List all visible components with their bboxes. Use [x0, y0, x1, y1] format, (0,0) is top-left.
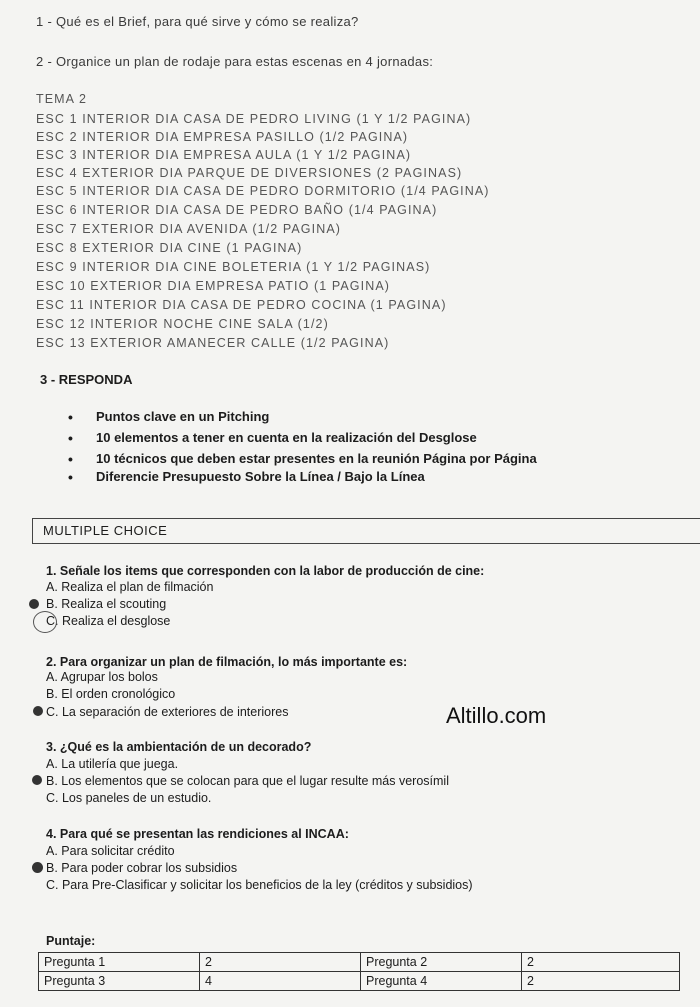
score-cell-label: Pregunta 4 [361, 972, 522, 991]
mc-option: A. Para solicitar crédito [46, 844, 175, 858]
scene-item: ESC 4 EXTERIOR DIA PARQUE DE DIVERSIONES (2 PAGINAS) [36, 166, 463, 180]
scene-item: ESC 7 EXTERIOR DIA AVENIDA (1/2 PAGINA) [36, 222, 342, 236]
score-cell-label: Pregunta 1 [39, 953, 200, 972]
mc-option: B. El orden cronológico [46, 687, 176, 701]
mc-option: B. Los elementos que se colocan para que el lugar resulte más verosímil [46, 774, 449, 788]
mc-option: C. Realiza el desglose [46, 614, 171, 628]
table-row [39, 953, 680, 972]
responda-item: • 10 técnicos que deben estar presentes en la reunión Página por Página [96, 451, 537, 466]
scene-item: ESC 2 INTERIOR DIA EMPRESA PASILLO (1/2 PAGINA) [36, 130, 409, 144]
scene-item: ESC 3 INTERIOR DIA EMPRESA AULA (1 Y 1/2 PAGINA) [36, 148, 412, 162]
score-cell-value: 2 [522, 953, 680, 972]
tema-label: TEMA 2 [36, 92, 88, 106]
circled-answer-mark [33, 611, 57, 633]
scene-item: ESC 11 INTERIOR DIA CASA DE PEDRO COCINA (1 PAGINA) [36, 298, 447, 312]
mc-option: B. Realiza el scouting [46, 597, 167, 611]
selected-answer-mark [29, 599, 39, 609]
multiple-choice-header [32, 518, 700, 544]
mc-option: C. La separación de exteriores de interiores [46, 705, 289, 719]
mc-option: C. Para Pre-Clasificar y solicitar los beneficios de la ley (créditos y subsidios) [46, 878, 473, 892]
scene-item: ESC 6 INTERIOR DIA CASA DE PEDRO BAÑO (1/4 PAGINA) [36, 203, 438, 217]
scene-item: ESC 1 INTERIOR DIA CASA DE PEDRO LIVING (1 Y 1/2 PAGINA) [36, 112, 472, 126]
scene-item: ESC 8 EXTERIOR DIA CINE (1 PAGINA) [36, 241, 303, 255]
mc-option: A. Realiza el plan de filmación [46, 580, 214, 594]
scene-item: ESC 5 INTERIOR DIA CASA DE PEDRO DORMITORIO (1/4 PAGINA) [36, 184, 490, 198]
multiple-choice-title: MULTIPLE CHOICE [43, 523, 168, 538]
selected-answer-mark [32, 862, 43, 873]
scene-item: ESC 13 EXTERIOR AMANECER CALLE (1/2 PAGINA) [36, 336, 390, 350]
scene-item: ESC 10 EXTERIOR DIA EMPRESA PATIO (1 PAGINA) [36, 279, 391, 293]
mc-question: 1. Señale los items que corresponden con la labor de producción de cine: [46, 564, 485, 578]
score-cell-value: 4 [200, 972, 361, 991]
selected-answer-mark [33, 706, 43, 716]
scene-item: ESC 9 INTERIOR DIA CINE BOLETERIA (1 Y 1/2 PAGINAS) [36, 260, 431, 274]
responda-item: • Diferencie Presupuesto Sobre la Línea / Bajo la Línea [96, 469, 425, 484]
score-cell-value: 2 [522, 972, 680, 991]
mc-option: A. Agrupar los bolos [46, 670, 158, 684]
responda-title: 3 - RESPONDA [40, 372, 133, 387]
responda-item: • Puntos clave en un Pitching [96, 409, 269, 424]
puntaje-label: Puntaje: [46, 934, 96, 948]
mc-option: A. La utilería que juega. [46, 757, 179, 771]
score-cell-value: 2 [200, 953, 361, 972]
mc-option: C. Los paneles de un estudio. [46, 791, 212, 805]
question-2-text: 2 - Organice un plan de rodaje para estas escenas en 4 jornadas: [36, 54, 434, 69]
mc-question: 4. Para qué se presentan las rendiciones al INCAA: [46, 827, 349, 841]
responda-item: • 10 elementos a tener en cuenta en la realización del Desglose [96, 430, 477, 445]
question-1-text: 1 - Qué es el Brief, para qué sirve y cómo se realiza? [36, 14, 359, 29]
score-table [38, 952, 680, 991]
mc-question: 2. Para organizar un plan de filmación, lo más importante es: [46, 655, 408, 669]
table-row [39, 972, 680, 991]
watermark-text: Altillo.com [446, 703, 547, 728]
score-cell-label: Pregunta 2 [361, 953, 522, 972]
mc-option: B. Para poder cobrar los subsidios [46, 861, 238, 875]
selected-answer-mark [32, 775, 42, 785]
score-cell-label: Pregunta 3 [39, 972, 200, 991]
scene-item: ESC 12 INTERIOR NOCHE CINE SALA (1/2) [36, 317, 329, 331]
mc-question: 3. ¿Qué es la ambientación de un decorado? [46, 740, 312, 754]
